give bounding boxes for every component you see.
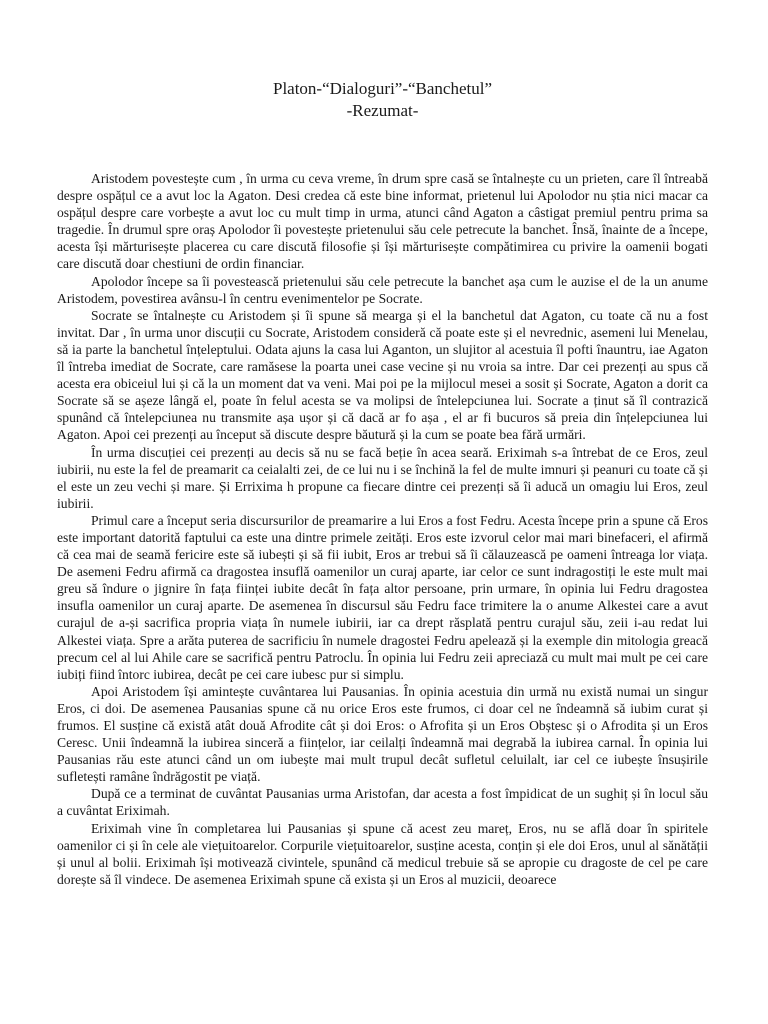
document-subtitle: -Rezumat-	[346, 101, 419, 120]
paragraph: Eriximah vine în completarea lui Pausanias și spune că acest zeu mareț, Eros, nu se află doar în spiritele oamenilor ci și în cele ale viețuitoarelor. Corpurile viețuitoarelor, susține acesta, conțin și ele doi Eros, unul al sănătății și unul al bolii. Eriximah își motivează civintele, spunând că medicul trebuie să se apropie cu dragoste de cel pe care dorește să îl vindece. De asemenea Eriximah spune că exista și un Eros al muzicii, deoarece	[57, 820, 708, 887]
document-title: Platon-“Dialoguri”-“Banchetul”	[272, 79, 493, 98]
paragraph: Primul care a început seria discursurilor de preamarire a lui Eros a fost Fedru. Acesta începe prin a spune că Eros este important datorită faptului ca este una dintre primele zeități. Eros este izvorul celor mai mari binefaceri, el afirmă că cea mai de seamă fericire este să iubești și să fii iubit, Eros ar trebui să îi călauzească pe oameni întreaga lor viața. De asemeni Fedru afirmă ca dragostea insuflă oamenilor un curaj aparte, iar celor ce sunt indragostiți le este mult mai greu să îndure o jignire în fața ființei iubite decât în fața altor persoane, prin urmare, în opinia lui Fedru dragostea insufla oamenilor un curaj aparte. De asemenea în discursul său Fedru face trimitere la o anume Alkestei care a avut curajul de a-și sacrifica propria viața în numele iubirii, iar ca drept răsplată pentru curajul său, zeii i-au redat lui Alkestei viața. Spre a arăta puterea de sacrificiu în numele dragostei Fedru apelează și la exemple din mitologia greacă precum cel al lui Ahile care se sacrifică pentru Patroclu. În opinia lui Fedru zeii apreciază cu mult mai mult pe cei care iubiți fiind întorc iubirea, decât pe cei care iubesc pur si simplu.	[57, 512, 708, 682]
paragraph: După ce a terminat de cuvântat Pausanias urma Aristofan, dar acesta a fost împidicat de un sughiț și în locul său a cuvântat Eriximah.	[57, 786, 708, 819]
paragraph: Socrate se întalnește cu Aristodem și îi spune să mearga și el la banchetul dat Agaton, cu toate că nu a fost invitat. Dar , în urma unor discuții cu Socrate, Aristodem consideră că poate este și el nevrednic, asemeni lui Menelau, să ia parte la banchetul înțeleptului. Odata ajuns la casa lui Aganton, un slujitor al acestuia îl pofti înauntru, iae Agaton îl întreba imediat de Socrate, care ramăsese la poarta unei case vecine și nu vroia sa intre. Dar cei prezenți au spus că acesta era obiceiul lui și că la un moment dat va veni. Mai poi pe la mijlocul mesei a sosit și Socrate, Agaton a dorit ca Socrate să se așeze lângă el, poate în felul acesta se va molipsi de întelepciunea lui. Socrate a ținut să îl contrazică spunând că întelepciunea nu transmite așa ușor și că dacă ar fo așa , el ar fi bucuros să preia din înțelepciunea lui Agaton. Apoi cei prezenți au început să discute despre băutură și la cum se poate bea fără urmări.	[57, 307, 708, 443]
document-body	[57, 170, 708, 888]
paragraph: Aristodem povestește cum , în urma cu ceva vreme, în drum spre casă se întalnește cu un prieten, care îl întreabă despre ospățul ce a avut loc la Agaton. Desi credea că este bine informat, prietenul lui Apolodor nu știa nici macar ca ospățul despre care vorbește a avut loc cu mult timp in urma, atunci când Agaton a câstigat premiul pentru prima sa tragedie. În drumul spre oraș Apolodor îi povestește prietenului său cele petrecute la banchet. Însă, înainte de a începe, acesta își mărturisește placerea cu care discută filosofie și își mărturisește compătimirea cu privire la oamenii bogati care discută doar chestiuni de ordin financiar.	[57, 171, 708, 272]
paragraph: Apoi Aristodem își amintește cuvântarea lui Pausanias. În opinia acestuia din urmă nu există numai un singur Eros, ci doi. De asemenea Pausanias spune că nu orice Eros este frumos, ci doar cel ne îndeamnă să iubim curat și frumos. El susține că există atât două Afrodite cât și doi Eros: o Afrofita și un Eros Obștesc și o Afrodita și un Eros Ceresc. Unii îndeamnă la iubirea sinceră a ființelor, iar ceilalți îndeamnă mai degrabă la iubirea carnal. În opinia lui Pausanias rău este atunci când un om iubește mai mult trupul decât sufletul celuilalt, iar cel ce iubește însușirile sufletești ramâne îndrăgostit pe viață.	[57, 683, 708, 785]
paragraph: În urma discuției cei prezenți au decis să nu se facă beție în acea seară. Eriximah s-a întrebat de ce Eros, zeul iubirii, nu este la fel de preamarit ca ceialalti zei, de ce lui nu i se închină la fel de multe imnuri și peanuri cu toate că și el este un zeu vechi și mare. Și Errixima h propune ca fiecare dintre cei prezenți să îi aducă un omagiu lui Eros, zeul iubirii.	[57, 444, 708, 511]
paragraph: Apolodor începe sa îi povestească prietenului său cele petrecute la banchet așa cum le auzise el de la un anume Aristodem, povestirea avânsu-l în centru evenimentelor pe Socrate.	[57, 273, 708, 306]
